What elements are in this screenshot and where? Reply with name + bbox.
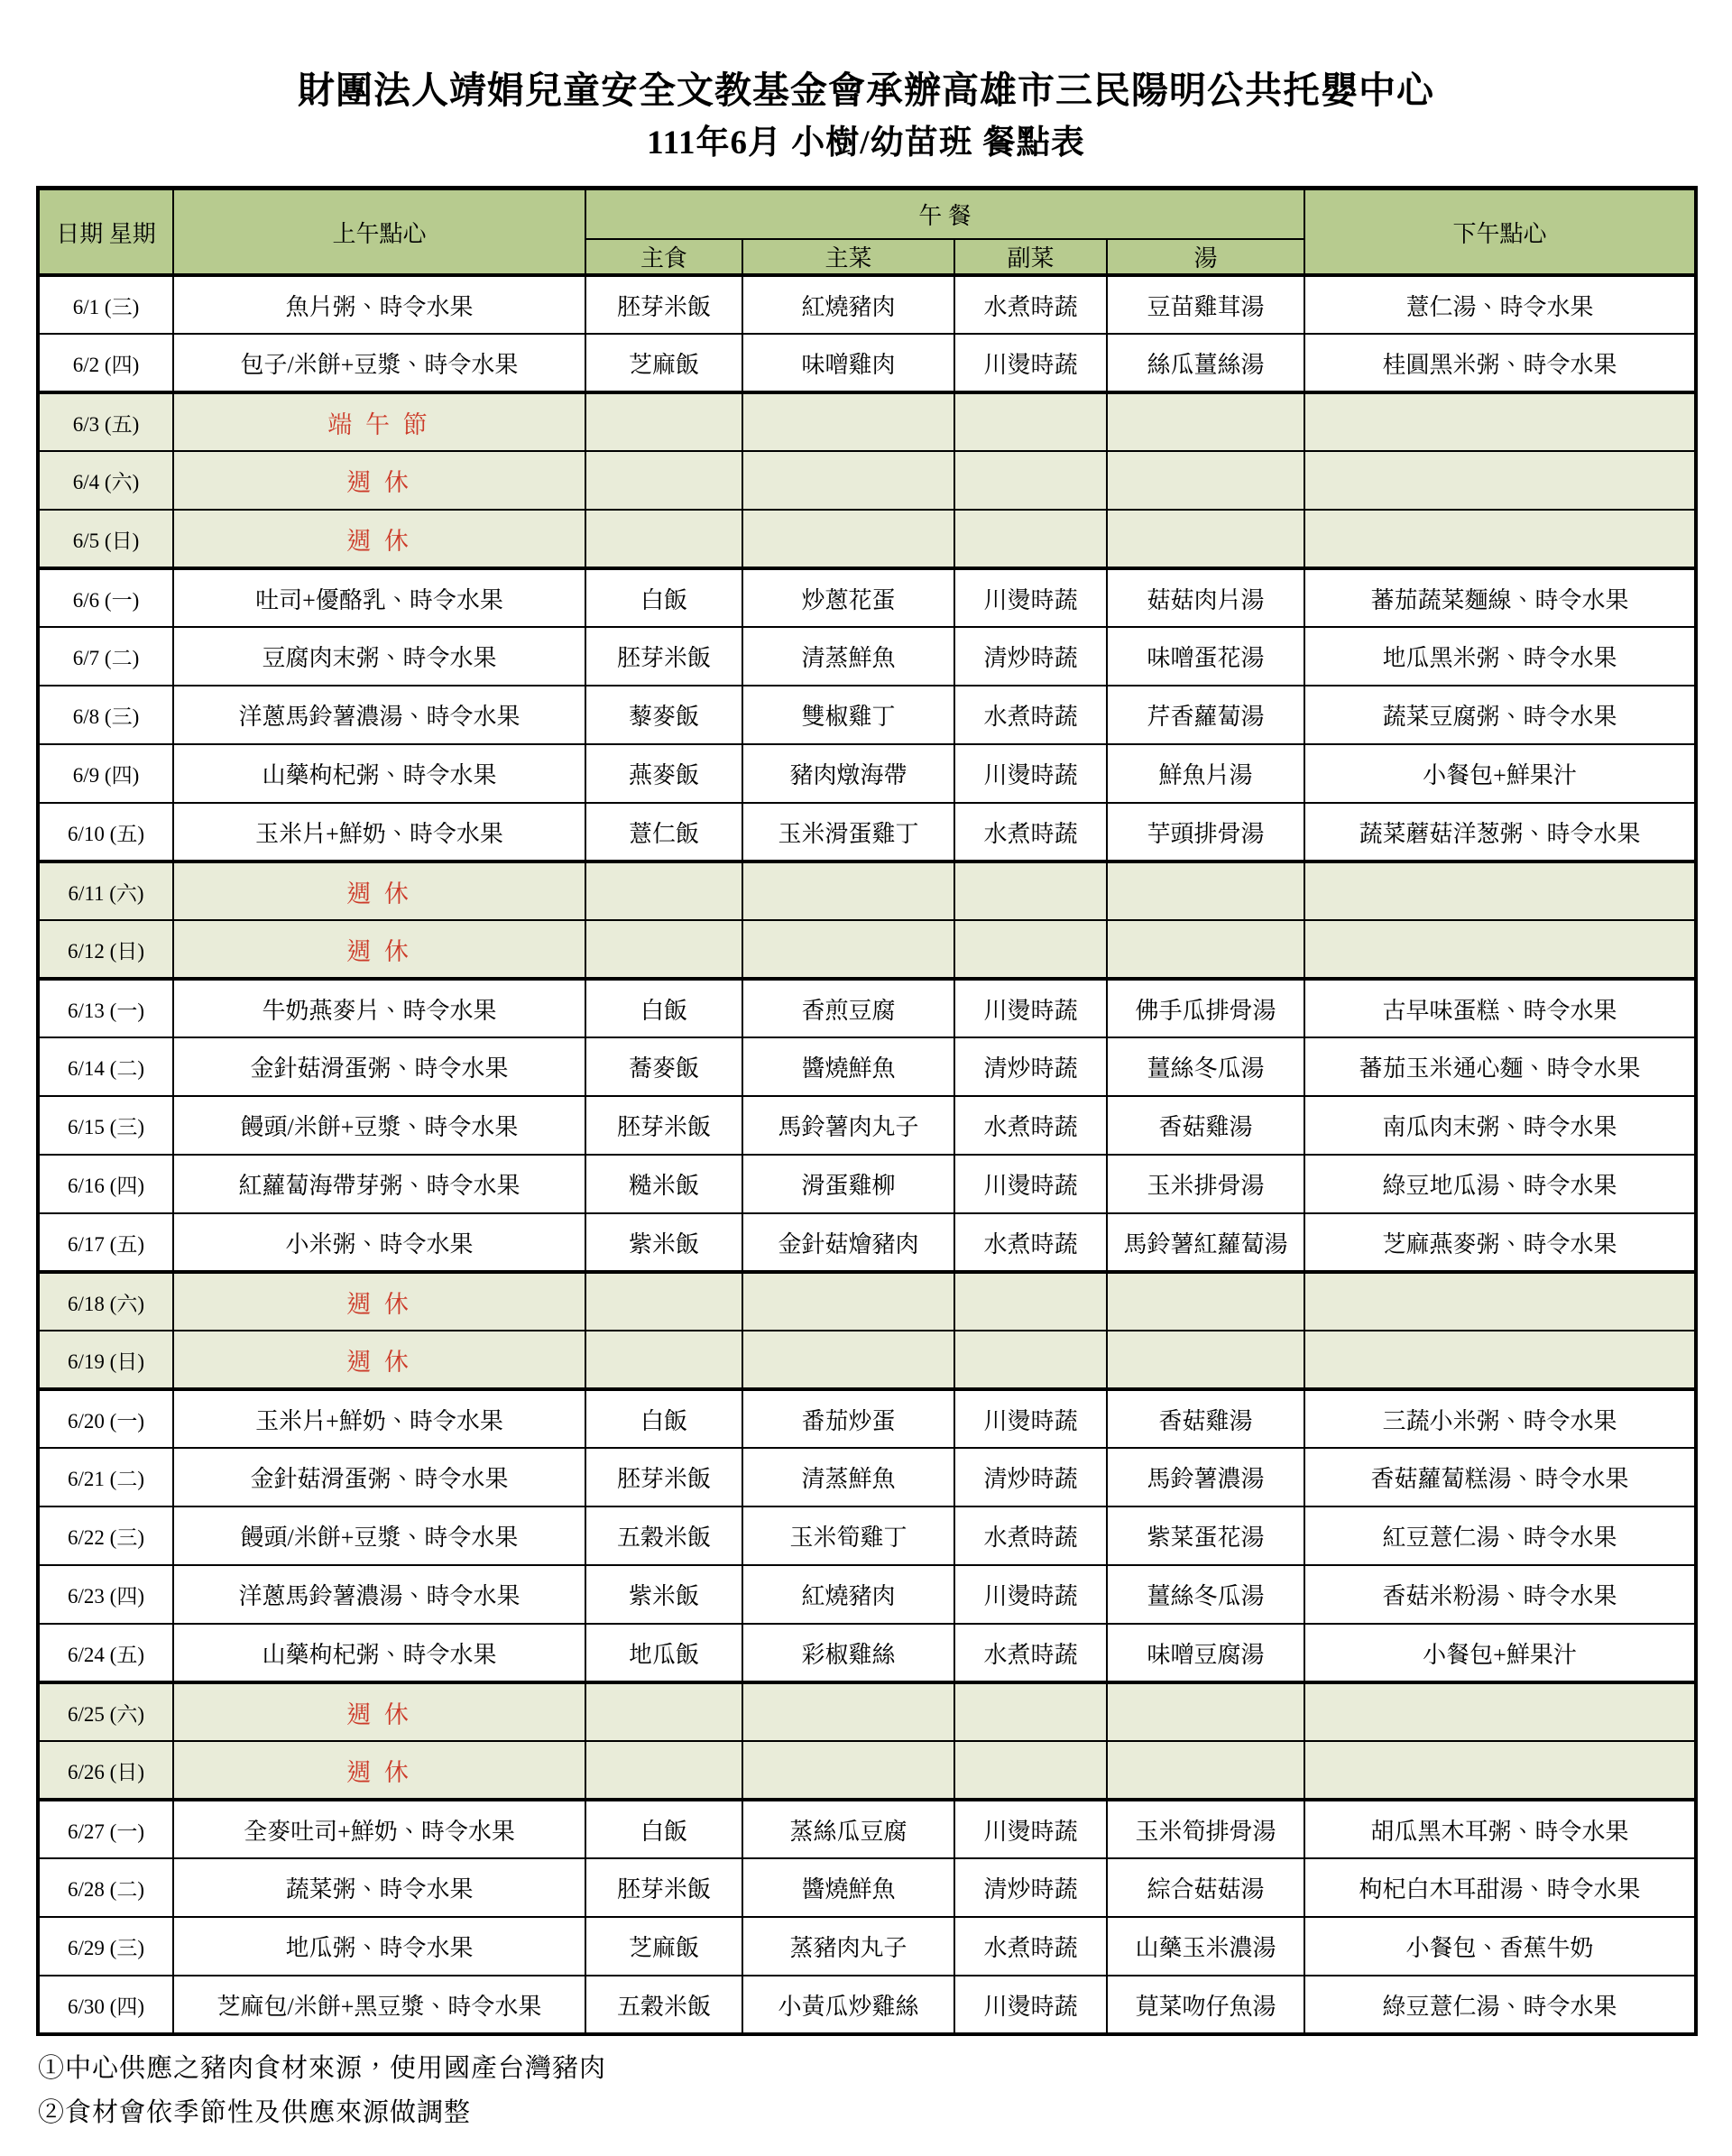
morning-snack-cell: 小米粥、時令水果 (173, 1213, 585, 1272)
closed-note: 週 休 (173, 1331, 585, 1389)
soup-cell: 紫菜蛋花湯 (1107, 1506, 1304, 1565)
afternoon-snack-cell: 香菇米粉湯、時令水果 (1304, 1565, 1696, 1624)
page-title: 財團法人靖娟兒童安全文教基金會承辦高雄市三民陽明公共托嬰中心 (298, 69, 1434, 111)
menu-row-closed (38, 510, 1696, 568)
soup-cell (1107, 1331, 1304, 1389)
header-morning-snack: 上午點心 (173, 188, 585, 275)
main-dish-cell: 香煎豆腐 (742, 979, 954, 1037)
soup-cell: 味噌豆腐湯 (1107, 1624, 1304, 1682)
menu-row-closed (38, 1272, 1696, 1331)
afternoon-snack-cell: 古早味蛋糕、時令水果 (1304, 979, 1696, 1037)
morning-snack-cell: 紅蘿蔔海帶芽粥、時令水果 (173, 1155, 585, 1213)
date-cell: 6/24 (五) (38, 1624, 173, 1682)
soup-cell: 薑絲冬瓜湯 (1107, 1037, 1304, 1096)
main-dish-cell: 味噌雞肉 (742, 334, 954, 392)
morning-snack-cell: 包子/米餅+豆漿、時令水果 (173, 334, 585, 392)
side-dish-cell: 川燙時蔬 (954, 1800, 1107, 1858)
side-dish-cell (954, 1741, 1107, 1800)
menu-row (38, 744, 1696, 803)
menu-row (38, 1213, 1696, 1272)
morning-snack-cell: 玉米片+鮮奶、時令水果 (173, 803, 585, 861)
side-dish-cell (954, 510, 1107, 568)
side-dish-cell (954, 392, 1107, 451)
staple-cell (585, 1331, 742, 1389)
afternoon-snack-cell (1304, 1272, 1696, 1331)
morning-snack-cell: 山藥枸杞粥、時令水果 (173, 744, 585, 803)
menu-row (38, 1800, 1696, 1858)
main-dish-cell: 醬燒鮮魚 (742, 1037, 954, 1096)
main-dish-cell: 炒蔥花蛋 (742, 568, 954, 627)
soup-cell (1107, 510, 1304, 568)
staple-cell: 白飯 (585, 979, 742, 1037)
staple-cell: 紫米飯 (585, 1565, 742, 1624)
soup-cell (1107, 1682, 1304, 1741)
date-cell: 6/3 (五) (38, 392, 173, 451)
staple-cell: 五穀米飯 (585, 1506, 742, 1565)
soup-cell: 馬鈴薯濃湯 (1107, 1448, 1304, 1506)
staple-cell: 胚芽米飯 (585, 275, 742, 334)
main-dish-cell (742, 1682, 954, 1741)
soup-cell: 絲瓜薑絲湯 (1107, 334, 1304, 392)
side-dish-cell: 水煮時蔬 (954, 686, 1107, 744)
side-dish-cell: 水煮時蔬 (954, 275, 1107, 334)
morning-snack-cell: 玉米片+鮮奶、時令水果 (173, 1389, 585, 1448)
afternoon-snack-cell: 三蔬小米粥、時令水果 (1304, 1389, 1696, 1448)
menu-table-body (38, 275, 1696, 2034)
soup-cell (1107, 1272, 1304, 1331)
afternoon-snack-cell: 地瓜黑米粥、時令水果 (1304, 627, 1696, 686)
menu-row (38, 1624, 1696, 1682)
footnotes (38, 2056, 1732, 2126)
side-dish-cell: 水煮時蔬 (954, 1506, 1107, 1565)
soup-cell (1107, 392, 1304, 451)
date-cell: 6/8 (三) (38, 686, 173, 744)
side-dish-cell: 川燙時蔬 (954, 1389, 1107, 1448)
page-subtitle: 111年6月 小樹/幼苗班 餐點表 (647, 124, 1085, 162)
afternoon-snack-cell: 小餐包+鮮果汁 (1304, 1624, 1696, 1682)
soup-cell: 芹香蘿蔔湯 (1107, 686, 1304, 744)
menu-row (38, 1155, 1696, 1213)
afternoon-snack-cell: 綠豆地瓜湯、時令水果 (1304, 1155, 1696, 1213)
morning-snack-cell: 饅頭/米餅+豆漿、時令水果 (173, 1096, 585, 1155)
menu-row (38, 275, 1696, 334)
afternoon-snack-cell: 南瓜肉末粥、時令水果 (1304, 1096, 1696, 1155)
soup-cell: 玉米筍排骨湯 (1107, 1800, 1304, 1858)
side-dish-cell: 清炒時蔬 (954, 1037, 1107, 1096)
staple-cell (585, 392, 742, 451)
date-cell: 6/20 (一) (38, 1389, 173, 1448)
menu-row (38, 334, 1696, 392)
staple-cell: 白飯 (585, 1800, 742, 1858)
main-dish-cell: 番茄炒蛋 (742, 1389, 954, 1448)
staple-cell (585, 451, 742, 510)
afternoon-snack-cell (1304, 510, 1696, 568)
main-dish-cell (742, 1331, 954, 1389)
afternoon-snack-cell (1304, 861, 1696, 920)
afternoon-snack-cell (1304, 920, 1696, 979)
soup-cell: 玉米排骨湯 (1107, 1155, 1304, 1213)
closed-note: 週 休 (173, 1682, 585, 1741)
menu-row-closed (38, 392, 1696, 451)
afternoon-snack-cell (1304, 451, 1696, 510)
soup-cell: 香菇雞湯 (1107, 1096, 1304, 1155)
date-cell: 6/15 (三) (38, 1096, 173, 1155)
staple-cell: 燕麥飯 (585, 744, 742, 803)
soup-cell (1107, 451, 1304, 510)
menu-row (38, 1917, 1696, 1976)
morning-snack-cell: 金針菇滑蛋粥、時令水果 (173, 1448, 585, 1506)
morning-snack-cell: 牛奶燕麥片、時令水果 (173, 979, 585, 1037)
main-dish-cell: 雙椒雞丁 (742, 686, 954, 744)
header-afternoon-snack: 下午點心 (1304, 188, 1696, 275)
soup-cell: 香菇雞湯 (1107, 1389, 1304, 1448)
afternoon-snack-cell: 綠豆薏仁湯、時令水果 (1304, 1976, 1696, 2034)
afternoon-snack-cell (1304, 1682, 1696, 1741)
main-dish-cell: 清蒸鮮魚 (742, 1448, 954, 1506)
staple-cell: 紫米飯 (585, 1213, 742, 1272)
afternoon-snack-cell: 桂圓黑米粥、時令水果 (1304, 334, 1696, 392)
afternoon-snack-cell: 紅豆薏仁湯、時令水果 (1304, 1506, 1696, 1565)
soup-cell: 馬鈴薯紅蘿蔔湯 (1107, 1213, 1304, 1272)
menu-table (36, 186, 1698, 2037)
closed-note: 週 休 (173, 451, 585, 510)
staple-cell (585, 920, 742, 979)
menu-row (38, 1448, 1696, 1506)
staple-cell: 芝麻飯 (585, 334, 742, 392)
main-dish-cell: 蒸豬肉丸子 (742, 1917, 954, 1976)
date-cell: 6/9 (四) (38, 744, 173, 803)
morning-snack-cell: 吐司+優酪乳、時令水果 (173, 568, 585, 627)
header-lunch: 午 餐 (585, 188, 1304, 239)
side-dish-cell: 川燙時蔬 (954, 979, 1107, 1037)
staple-cell (585, 510, 742, 568)
date-cell: 6/17 (五) (38, 1213, 173, 1272)
date-cell: 6/2 (四) (38, 334, 173, 392)
main-dish-cell: 金針菇燴豬肉 (742, 1213, 954, 1272)
date-cell: 6/21 (二) (38, 1448, 173, 1506)
afternoon-snack-cell: 蔬菜豆腐粥、時令水果 (1304, 686, 1696, 744)
menu-row-closed (38, 1741, 1696, 1800)
side-dish-cell (954, 451, 1107, 510)
staple-cell: 胚芽米飯 (585, 1448, 742, 1506)
morning-snack-cell: 洋蔥馬鈴薯濃湯、時令水果 (173, 686, 585, 744)
closed-note: 端 午 節 (173, 392, 585, 451)
date-cell: 6/13 (一) (38, 979, 173, 1037)
menu-row (38, 803, 1696, 861)
side-dish-cell: 川燙時蔬 (954, 744, 1107, 803)
closed-note: 週 休 (173, 1741, 585, 1800)
date-cell: 6/30 (四) (38, 1976, 173, 2034)
morning-snack-cell: 金針菇滑蛋粥、時令水果 (173, 1037, 585, 1096)
menu-row (38, 1976, 1696, 2034)
main-dish-cell: 玉米滑蛋雞丁 (742, 803, 954, 861)
staple-cell: 胚芽米飯 (585, 1858, 742, 1917)
menu-row (38, 979, 1696, 1037)
date-cell: 6/19 (日) (38, 1331, 173, 1389)
staple-cell: 白飯 (585, 568, 742, 627)
morning-snack-cell: 地瓜粥、時令水果 (173, 1917, 585, 1976)
menu-row-closed (38, 861, 1696, 920)
header-soup: 湯 (1107, 239, 1304, 275)
closed-note: 週 休 (173, 1272, 585, 1331)
date-cell: 6/14 (二) (38, 1037, 173, 1096)
side-dish-cell: 水煮時蔬 (954, 1096, 1107, 1155)
main-dish-cell: 玉米筍雞丁 (742, 1506, 954, 1565)
main-dish-cell: 紅燒豬肉 (742, 275, 954, 334)
morning-snack-cell: 魚片粥、時令水果 (173, 275, 585, 334)
staple-cell (585, 1741, 742, 1800)
closed-note: 週 休 (173, 920, 585, 979)
side-dish-cell (954, 1331, 1107, 1389)
side-dish-cell: 水煮時蔬 (954, 1213, 1107, 1272)
staple-cell: 胚芽米飯 (585, 627, 742, 686)
header-main-dish: 主菜 (742, 239, 954, 275)
menu-row (38, 568, 1696, 627)
side-dish-cell: 水煮時蔬 (954, 1624, 1107, 1682)
date-cell: 6/6 (一) (38, 568, 173, 627)
side-dish-cell: 川燙時蔬 (954, 1155, 1107, 1213)
afternoon-snack-cell: 蕃茄蔬菜麵線、時令水果 (1304, 568, 1696, 627)
main-dish-cell: 彩椒雞絲 (742, 1624, 954, 1682)
soup-cell: 薑絲冬瓜湯 (1107, 1565, 1304, 1624)
soup-cell: 莧菜吻仔魚湯 (1107, 1976, 1304, 2034)
staple-cell: 蕎麥飯 (585, 1037, 742, 1096)
date-cell: 6/29 (三) (38, 1917, 173, 1976)
closed-note: 週 休 (173, 510, 585, 568)
staple-cell (585, 1682, 742, 1741)
side-dish-cell: 清炒時蔬 (954, 627, 1107, 686)
main-dish-cell (742, 510, 954, 568)
date-cell: 6/18 (六) (38, 1272, 173, 1331)
afternoon-snack-cell (1304, 1741, 1696, 1800)
afternoon-snack-cell: 香菇蘿蔔糕湯、時令水果 (1304, 1448, 1696, 1506)
morning-snack-cell: 洋蔥馬鈴薯濃湯、時令水果 (173, 1565, 585, 1624)
afternoon-snack-cell: 小餐包、香蕉牛奶 (1304, 1917, 1696, 1976)
menu-row (38, 686, 1696, 744)
side-dish-cell (954, 861, 1107, 920)
afternoon-snack-cell: 蕃茄玉米通心麵、時令水果 (1304, 1037, 1696, 1096)
morning-snack-cell: 山藥枸杞粥、時令水果 (173, 1624, 585, 1682)
menu-row-closed (38, 1682, 1696, 1741)
staple-cell: 胚芽米飯 (585, 1096, 742, 1155)
side-dish-cell (954, 1682, 1107, 1741)
staple-cell: 糙米飯 (585, 1155, 742, 1213)
menu-row (38, 1096, 1696, 1155)
menu-row (38, 1037, 1696, 1096)
side-dish-cell: 清炒時蔬 (954, 1858, 1107, 1917)
main-dish-cell: 滑蛋雞柳 (742, 1155, 954, 1213)
menu-row (38, 1565, 1696, 1624)
closed-note: 週 休 (173, 861, 585, 920)
afternoon-snack-cell: 蔬菜蘑菇洋葱粥、時令水果 (1304, 803, 1696, 861)
header-side-dish: 副菜 (954, 239, 1107, 275)
footnote-seasonal-adjustment: ②食材會依季節性及供應來源做調整 (38, 2098, 472, 2128)
staple-cell: 薏仁飯 (585, 803, 742, 861)
date-cell: 6/4 (六) (38, 451, 173, 510)
afternoon-snack-cell: 薏仁湯、時令水果 (1304, 275, 1696, 334)
side-dish-cell: 清炒時蔬 (954, 1448, 1107, 1506)
title-block (0, 70, 1732, 162)
date-cell: 6/23 (四) (38, 1565, 173, 1624)
staple-cell: 白飯 (585, 1389, 742, 1448)
morning-snack-cell: 饅頭/米餅+豆漿、時令水果 (173, 1506, 585, 1565)
main-dish-cell: 蒸絲瓜豆腐 (742, 1800, 954, 1858)
staple-cell: 地瓜飯 (585, 1624, 742, 1682)
soup-cell (1107, 861, 1304, 920)
main-dish-cell: 紅燒豬肉 (742, 1565, 954, 1624)
main-dish-cell: 豬肉燉海帶 (742, 744, 954, 803)
menu-row (38, 1506, 1696, 1565)
menu-row (38, 1858, 1696, 1917)
date-cell: 6/7 (二) (38, 627, 173, 686)
afternoon-snack-cell: 芝麻燕麥粥、時令水果 (1304, 1213, 1696, 1272)
staple-cell (585, 861, 742, 920)
staple-cell: 五穀米飯 (585, 1976, 742, 2034)
afternoon-snack-cell: 胡瓜黑木耳粥、時令水果 (1304, 1800, 1696, 1858)
footnote-pork-origin: ①中心供應之豬肉食材來源，使用國產台灣豬肉 (38, 2054, 607, 2084)
soup-cell: 菇菇肉片湯 (1107, 568, 1304, 627)
side-dish-cell: 川燙時蔬 (954, 334, 1107, 392)
date-cell: 6/11 (六) (38, 861, 173, 920)
main-dish-cell (742, 920, 954, 979)
soup-cell: 鮮魚片湯 (1107, 744, 1304, 803)
soup-cell (1107, 920, 1304, 979)
main-dish-cell: 馬鈴薯肉丸子 (742, 1096, 954, 1155)
soup-cell: 山藥玉米濃湯 (1107, 1917, 1304, 1976)
main-dish-cell (742, 861, 954, 920)
soup-cell: 綜合菇菇湯 (1107, 1858, 1304, 1917)
main-dish-cell (742, 1272, 954, 1331)
side-dish-cell: 川燙時蔬 (954, 1565, 1107, 1624)
afternoon-snack-cell (1304, 392, 1696, 451)
soup-cell: 芋頭排骨湯 (1107, 803, 1304, 861)
side-dish-cell: 川燙時蔬 (954, 1976, 1107, 2034)
soup-cell: 味噌蛋花湯 (1107, 627, 1304, 686)
menu-row (38, 627, 1696, 686)
morning-snack-cell: 芝麻包/米餅+黑豆漿、時令水果 (173, 1976, 585, 2034)
date-cell: 6/12 (日) (38, 920, 173, 979)
date-cell: 6/10 (五) (38, 803, 173, 861)
date-cell: 6/25 (六) (38, 1682, 173, 1741)
date-cell: 6/16 (四) (38, 1155, 173, 1213)
morning-snack-cell: 豆腐肉末粥、時令水果 (173, 627, 585, 686)
side-dish-cell (954, 920, 1107, 979)
afternoon-snack-cell: 小餐包+鮮果汁 (1304, 744, 1696, 803)
main-dish-cell: 醬燒鮮魚 (742, 1858, 954, 1917)
main-dish-cell (742, 451, 954, 510)
side-dish-cell: 水煮時蔬 (954, 803, 1107, 861)
morning-snack-cell: 蔬菜粥、時令水果 (173, 1858, 585, 1917)
main-dish-cell (742, 392, 954, 451)
side-dish-cell (954, 1272, 1107, 1331)
menu-row-closed (38, 1331, 1696, 1389)
menu-row-closed (38, 920, 1696, 979)
menu-row-closed (38, 451, 1696, 510)
date-cell: 6/28 (二) (38, 1858, 173, 1917)
afternoon-snack-cell (1304, 1331, 1696, 1389)
soup-cell: 豆苗雞茸湯 (1107, 275, 1304, 334)
header-staple: 主食 (585, 239, 742, 275)
side-dish-cell: 水煮時蔬 (954, 1917, 1107, 1976)
staple-cell (585, 1272, 742, 1331)
date-cell: 6/1 (三) (38, 275, 173, 334)
soup-cell: 佛手瓜排骨湯 (1107, 979, 1304, 1037)
menu-row (38, 1389, 1696, 1448)
afternoon-snack-cell: 枸杞白木耳甜湯、時令水果 (1304, 1858, 1696, 1917)
date-cell: 6/26 (日) (38, 1741, 173, 1800)
side-dish-cell: 川燙時蔬 (954, 568, 1107, 627)
staple-cell: 芝麻飯 (585, 1917, 742, 1976)
menu-table-header (38, 188, 1696, 275)
date-cell: 6/5 (日) (38, 510, 173, 568)
main-dish-cell: 小黃瓜炒雞絲 (742, 1976, 954, 2034)
staple-cell: 藜麥飯 (585, 686, 742, 744)
header-date-weekday: 日期 星期 (38, 188, 173, 275)
date-cell: 6/27 (一) (38, 1800, 173, 1858)
date-cell: 6/22 (三) (38, 1506, 173, 1565)
morning-snack-cell: 全麥吐司+鮮奶、時令水果 (173, 1800, 585, 1858)
soup-cell (1107, 1741, 1304, 1800)
main-dish-cell (742, 1741, 954, 1800)
main-dish-cell: 清蒸鮮魚 (742, 627, 954, 686)
